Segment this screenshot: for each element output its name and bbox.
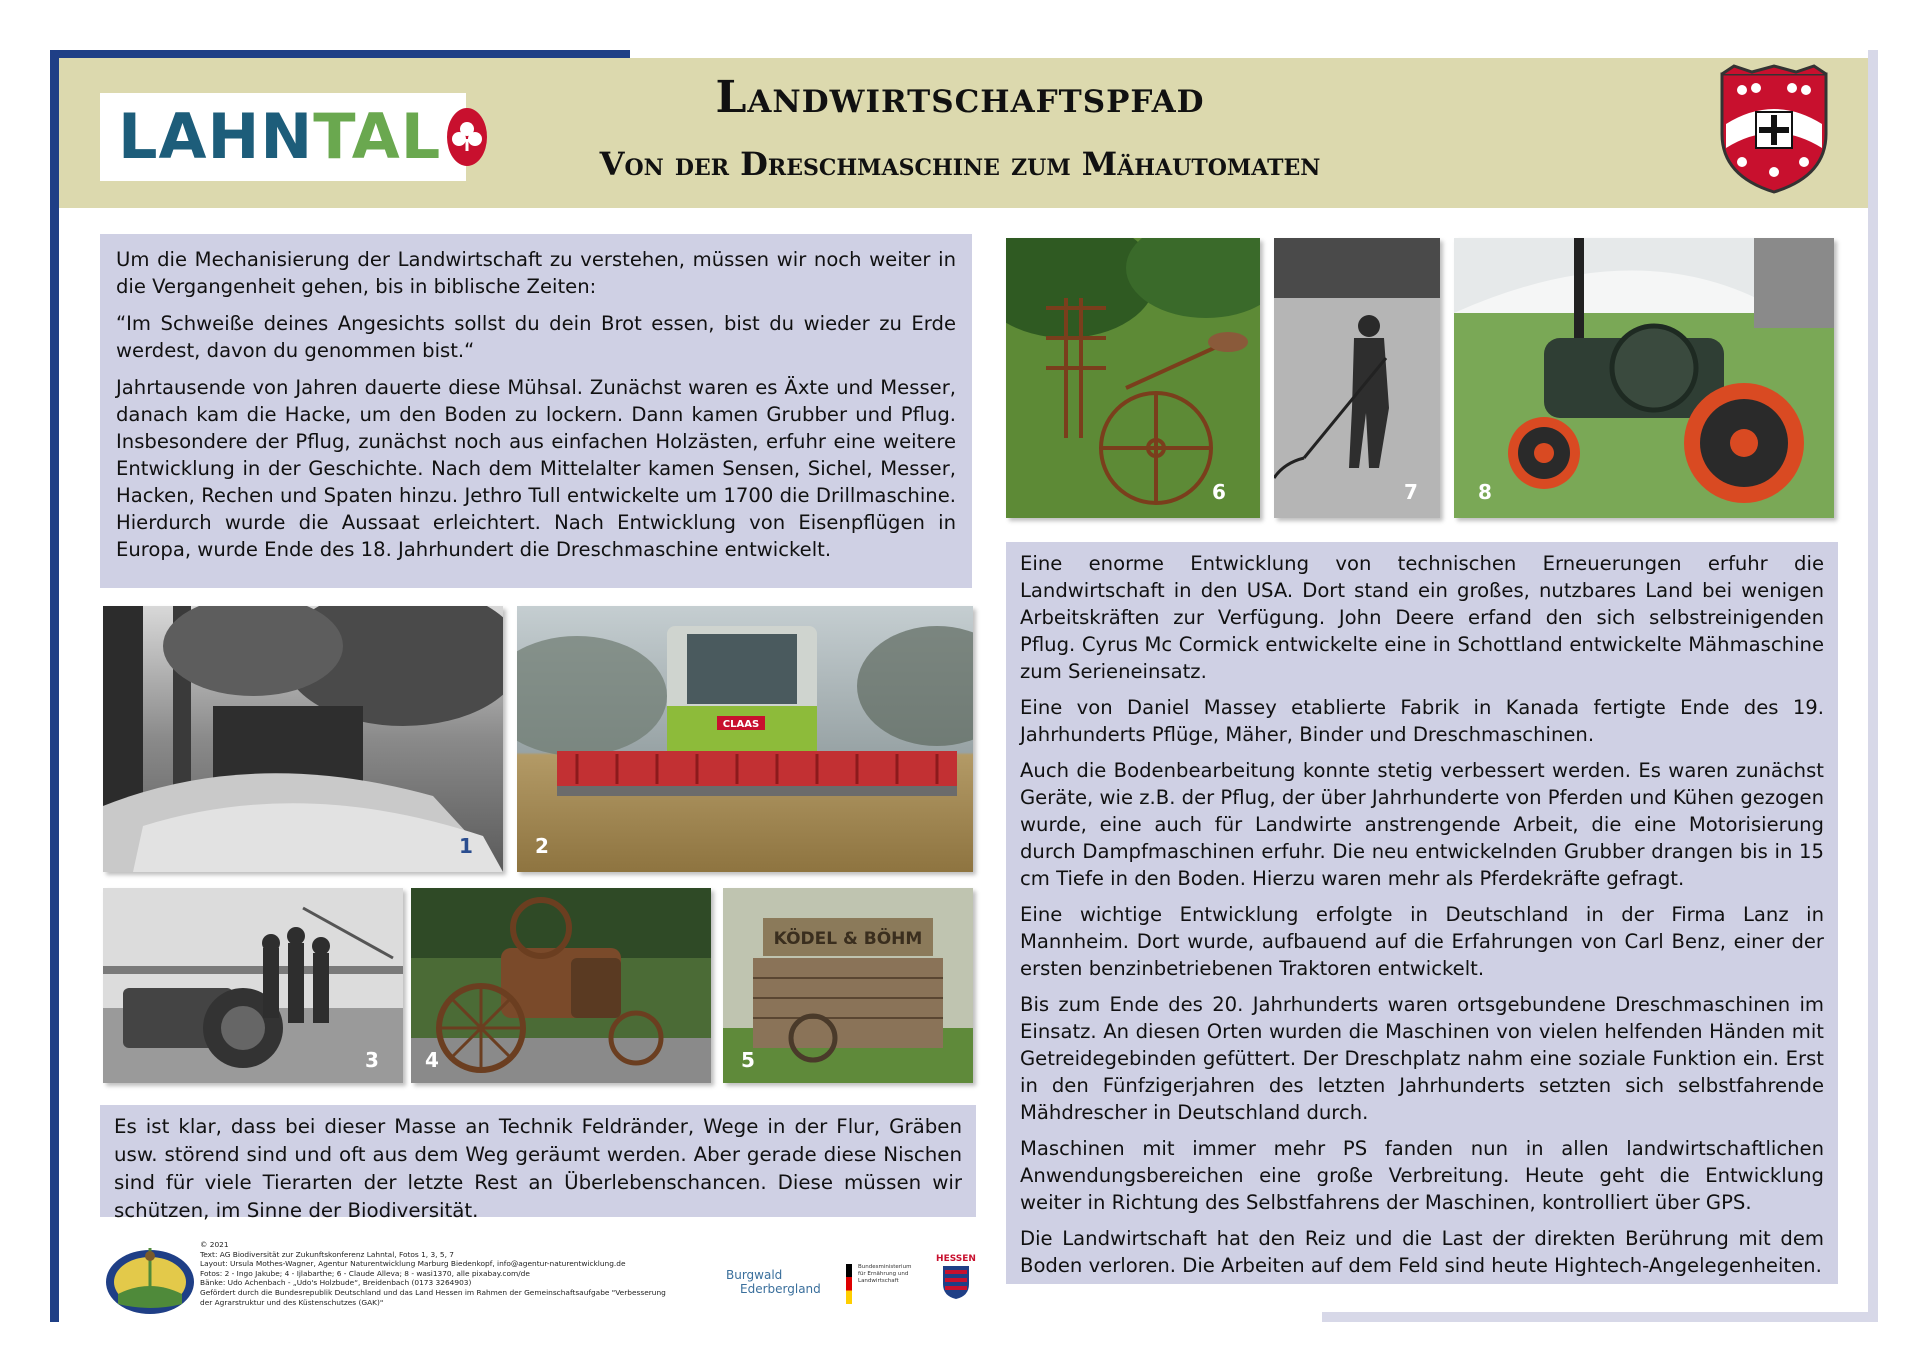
conclusion-paragraph: Es ist klar, dass bei dieser Masse an Technik Feldränder, Wege in der Flur, Gräben usw. störend sind und oft aus dem Weg geräumt werden. Aber gerade diese Nischen sind für viele Tierarten der letzte Rest an Überlebenschancen. Diese müssen wir schützen, im Sinne der Biodiversität. <box>114 1115 962 1222</box>
intro-quote: “Im Schweiße deines Angesichts sollst du dein Brot essen, bist du wieder zu Erde werdest, davon du genommen bist.“ <box>116 312 956 362</box>
photo-1-threshing <box>103 606 503 872</box>
photo-number: 4 <box>425 1048 439 1072</box>
ederbergland-text: Ederbergland <box>740 1282 821 1296</box>
frame-right-bar <box>1868 50 1878 1322</box>
burgwald-text: Burgwald <box>726 1268 783 1282</box>
biodiversity-logo-icon <box>104 1238 196 1316</box>
photo-6-hay-rake <box>1006 238 1260 518</box>
photo-number: 2 <box>535 834 549 858</box>
footer-funding-line1: Gefördert durch die Bundesrepublik Deutschland und das Land Hessen im Rahmen der Gemeinschaftsaufgabe "Verbesserung <box>200 1287 666 1297</box>
footer-text-credit: Text: AG Biodiversität zur Zukunftskonferenz Lahntal, Fotos 1, 3, 5, 7 <box>200 1249 454 1259</box>
hessen-lion-icon <box>941 1264 971 1300</box>
history-paragraph-5: Bis zum Ende des 20. Jahrhunderts waren ortsgebundene Dreschmaschinen im Einsatz. An diesen Orten wurden die Maschinen von vielen helfenden Händen mit Getreidegebinden gefüttert. Der Dreschplatz nahm eine soziale Funktion ein. Erst in den Fünfzigerjahren des letzten Jahrhunderts setzten sich selbstfahrende Mähdrescher in Deutschland durch. <box>1020 993 1824 1124</box>
burgwald-ederbergland-logo <box>726 1268 826 1304</box>
intro-text-box <box>100 234 972 588</box>
photo-number: 6 <box>1212 480 1226 504</box>
photo-number: 7 <box>1404 480 1418 504</box>
frame-left-bar <box>50 50 59 1322</box>
photo-7-man-with-scythe <box>1274 238 1440 518</box>
bmel-text: Bundesministerium für Ernährung und Landwirtschaft <box>858 1264 912 1284</box>
page-title: Landwirtschaftspfad <box>715 72 1205 123</box>
conclusion-text-box <box>100 1105 976 1222</box>
logo-lahn-text: LAHN <box>118 100 314 173</box>
photo-5-threshing-machine <box>723 888 973 1083</box>
frame-bottom-bar <box>1322 1312 1878 1322</box>
intro-paragraph-2: Jahrtausende von Jahren dauerte diese Mühsal. Zunächst waren es Äxte und Messer, danach kam die Hacke, um den Boden zu lockern. Dann kamen Grubber und Pflug. Insbesondere der Pflug, zunächst noch aus einfachen Holzästen, erfuhr eine weitere Entwicklung in der Geschichte. Nach dem Mittelalter kamen Sensen, Sichel, Messer, Hacken, Rechen und Spaten hinzu. Jethro Tull entwickelte um 1700 die Drillmaschine. Hierdurch wurde die Aussaat erleichtert. Nach Entwicklung von Eisenpflügen in Europa, wurde Ende des 18. Jahrhundert die Dreschmaschine entwickelt. <box>116 376 956 561</box>
history-paragraph-6: Maschinen mit immer mehr PS fanden nun in allen landwirtschaftlichen Anwendungsbereichen eine große Verbreitung. Heute geht die Entwicklung weiter in Richtung des Selbstfahrens der Maschinen, kontrolliert über GPS. <box>1020 1137 1824 1214</box>
bmel-logo <box>846 1262 922 1306</box>
history-paragraph-1: Eine enorme Entwicklung von technischen Erneuerungen erfuhr die Landwirtschaft in den USA. Dort stand ein großes, nutzbares Land bei wenigen Arbeitskräften zur Verfügung. John Deere erfand den sich selbstreinigenden Pflug. Cyrus Mc Cormick entwickelte eine in Schottland entwickelte Mähmaschine zum Serieneinsatz. <box>1020 552 1824 683</box>
footer-credits <box>200 1240 720 1307</box>
history-paragraph-7: Die Landwirtschaft hat den Reiz und die Last der direkten Berührung mit dem Boden verloren. Die Arbeiten auf dem Feld sind heute Hightech-Angelegenheiten. <box>1020 1227 1824 1277</box>
photo-number: 3 <box>365 1048 379 1072</box>
photo-4-steam-engine <box>411 888 711 1083</box>
hessen-text: HESSEN <box>936 1254 976 1264</box>
footer-bench-credit: Bänke: Udo Achenbach - „Udo's Holzbude“, Breidenbach (0173 3264903) <box>200 1278 472 1288</box>
history-paragraph-3: Auch die Bodenbearbeitung konnte stetig verbessert werden. Es waren zunächst Geräte, wie z.B. der Pflug, der über Jahrhunderte von Pferden und Kühen gezogen wurde, eine auch für Landwirte anstrengende Arbeit, die eine Motorisierung durch Dampfmaschinen erfuhr. Die neu entwickelnden Grubber drangen bis in 15 cm Tiefe in den Boden. Hierzu waren mehr als Pferdekräfte gefragt. <box>1020 759 1824 890</box>
history-paragraph-2: Eine von Daniel Massey etablierte Fabrik in Kanada fertigte Ende des 19. Jahrhunderts Pflüge, Mäher, Binder und Dreschmaschinen. <box>1020 696 1824 746</box>
photo-8-lanz-tractor <box>1454 238 1834 518</box>
german-flag-icon <box>846 1264 852 1304</box>
combine-brand-label: CLAAS <box>722 719 760 730</box>
page-subtitle: Von der Dreschmaschine zum Mähautomaten <box>599 145 1321 183</box>
intro-paragraph-1: Um die Mechanisierung der Landwirtschaft zu verstehen, müssen wir noch weiter in die Vergangenheit gehen, bis in biblische Zeiten: <box>116 248 956 298</box>
hessen-logo <box>934 1254 978 1310</box>
logo-tal-text: TAL <box>313 100 442 173</box>
history-paragraph-4: Eine wichtige Entwicklung erfolgte in Deutschland in der Firma Lanz in Mannheim. Dort wurde, aufbauend auf die Erfahrungen von Carl Benz, einer der ersten benzinbetriebenen Traktoren entwickelt. <box>1020 903 1824 980</box>
footer-photo-credit: Fotos: 2 - Ingo Jakube; 4 - Ijlabarthe; 6 - Claude Alleva; 8 - wasi1370, alle pixabay.com/de <box>200 1268 530 1278</box>
photo-number: 8 <box>1478 480 1492 504</box>
frame-top-bar <box>50 50 630 58</box>
history-text-box <box>1006 542 1838 1284</box>
footer-funding-line2: der Agrarstruktur und des Küstenschutzes (GAK)" <box>200 1297 384 1307</box>
coat-of-arms-icon <box>1716 64 1832 196</box>
photo-number: 1 <box>459 834 473 858</box>
photo-number: 5 <box>741 1048 755 1072</box>
sign-text: KÖDEL & BÖHM <box>773 929 923 949</box>
footer-layout-credit: Layout: Ursula Mothes-Wagner, Agentur Naturentwicklung Marburg Biedenkopf, info@agentur-naturentwicklung.de <box>200 1259 626 1269</box>
footer-copyright: © 2021 <box>200 1240 229 1249</box>
photo-3-tractor-people <box>103 888 403 1083</box>
photo-2-combine-harvester <box>517 606 973 872</box>
